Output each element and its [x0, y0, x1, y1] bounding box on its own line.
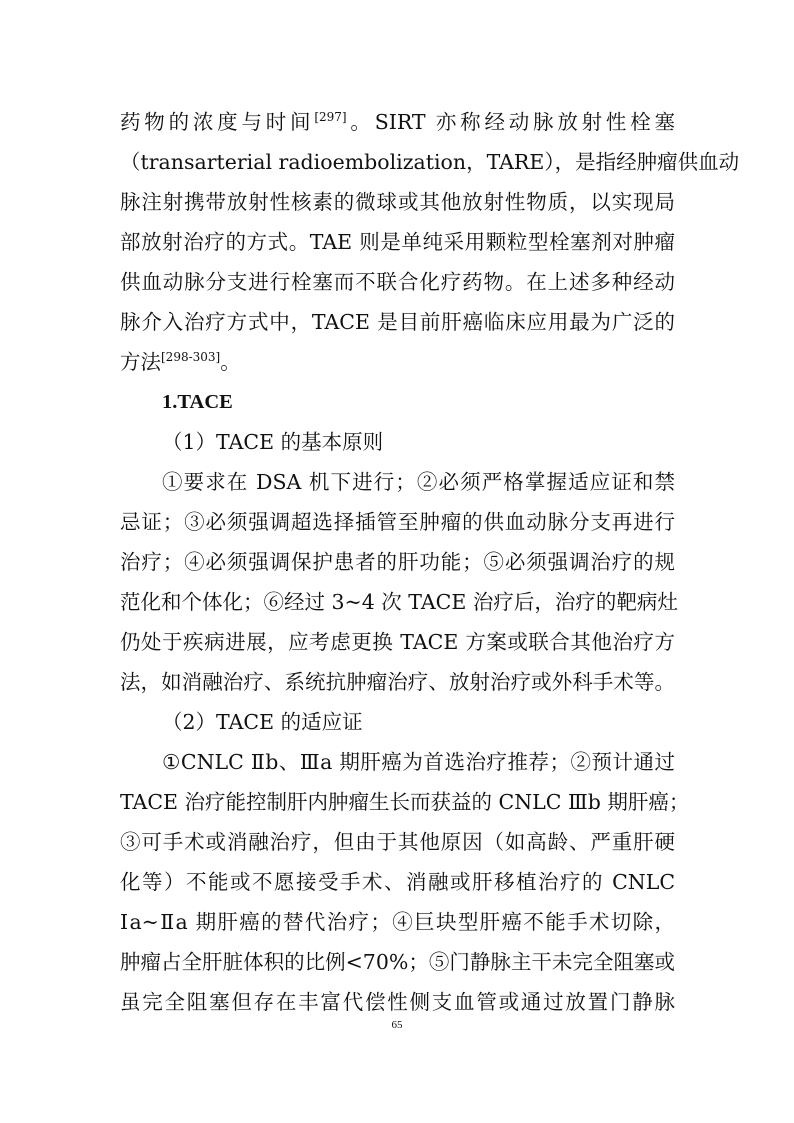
subsection-heading: （1）TACE 的基本原则	[162, 430, 384, 454]
body-text-line: ①要求在 DSA 机下进行；②必须严格掌握适应证和禁	[162, 470, 675, 494]
body-text-line	[120, 342, 675, 382]
body-text-segment: 药物的浓度与时间	[120, 110, 315, 134]
body-text-line: 虽完全阻塞但存在丰富代偿性侧支血管或通过放置门静脉	[120, 990, 675, 1014]
body-text-line: ①CNLC Ⅱb、Ⅲa 期肝癌为首选治疗推荐；②预计通过	[162, 750, 675, 774]
body-text-line: 范化和个体化；⑥经过 3~4 次 TACE 治疗后，治疗的靶病灶	[120, 590, 678, 614]
body-text-line: 脉介入治疗方式中，TACE 是目前肝癌临床应用最为广泛的	[120, 310, 675, 334]
body-text-line: 法，如消融治疗、系统抗肿瘤治疗、放射治疗或外科手术等。	[120, 670, 675, 694]
body-text-line: 化等）不能或不愿接受手术、消融或肝移植治疗的 CNLC	[120, 870, 675, 894]
body-text-line: 仍处于疾病进展，应考虑更换 TACE 方案或联合其他治疗方	[120, 630, 675, 654]
body-text-line: 治疗；④必须强调保护患者的肝功能；⑤必须强调治疗的规	[120, 550, 675, 574]
body-text-line: 供血动脉分支进行栓塞而不联合化疗药物。在上述多种经动	[120, 270, 675, 294]
section-heading: 1.TACE	[162, 391, 233, 413]
body-text-line: 脉注射携带放射性核素的微球或其他放射性物质，以实现局	[120, 190, 675, 214]
citation-reference: [298-303]	[161, 350, 221, 364]
body-text-segment: 方法	[120, 350, 161, 374]
page-number: 65	[391, 1019, 403, 1031]
citation-reference: [297]	[314, 110, 347, 124]
body-text-line: TACE 治疗能控制肝内肿瘤生长而获益的 CNLC Ⅲb 期肝癌；	[120, 790, 690, 814]
body-text-segment: 。SIRT 亦称经动脉放射性栓塞	[346, 110, 676, 134]
body-text-line: 肿瘤占全肝脏体积的比例<70%；⑤门静脉主干未完全阻塞或	[120, 950, 675, 974]
body-text-line: 忌证；③必须强调超选择插管至肿瘤的供血动脉分支再进行	[120, 510, 675, 534]
body-text-line: Ⅰa~Ⅱa 期肝癌的替代治疗；④巨块型肝癌不能手术切除，	[120, 910, 675, 934]
body-text-line	[120, 102, 675, 142]
body-text-segment: 。	[220, 350, 241, 374]
body-text-line: 部放射治疗的方式。TAE 则是单纯采用颗粒型栓塞剂对肿瘤	[120, 230, 675, 254]
body-text-line: ③可手术或消融治疗，但由于其他原因（如高龄、严重肝硬	[120, 830, 675, 854]
subsection-heading: （2）TACE 的适应证	[162, 710, 363, 734]
body-text-line: （transarterial radioembolization，TARE），是指经肿瘤供血动	[120, 150, 740, 174]
